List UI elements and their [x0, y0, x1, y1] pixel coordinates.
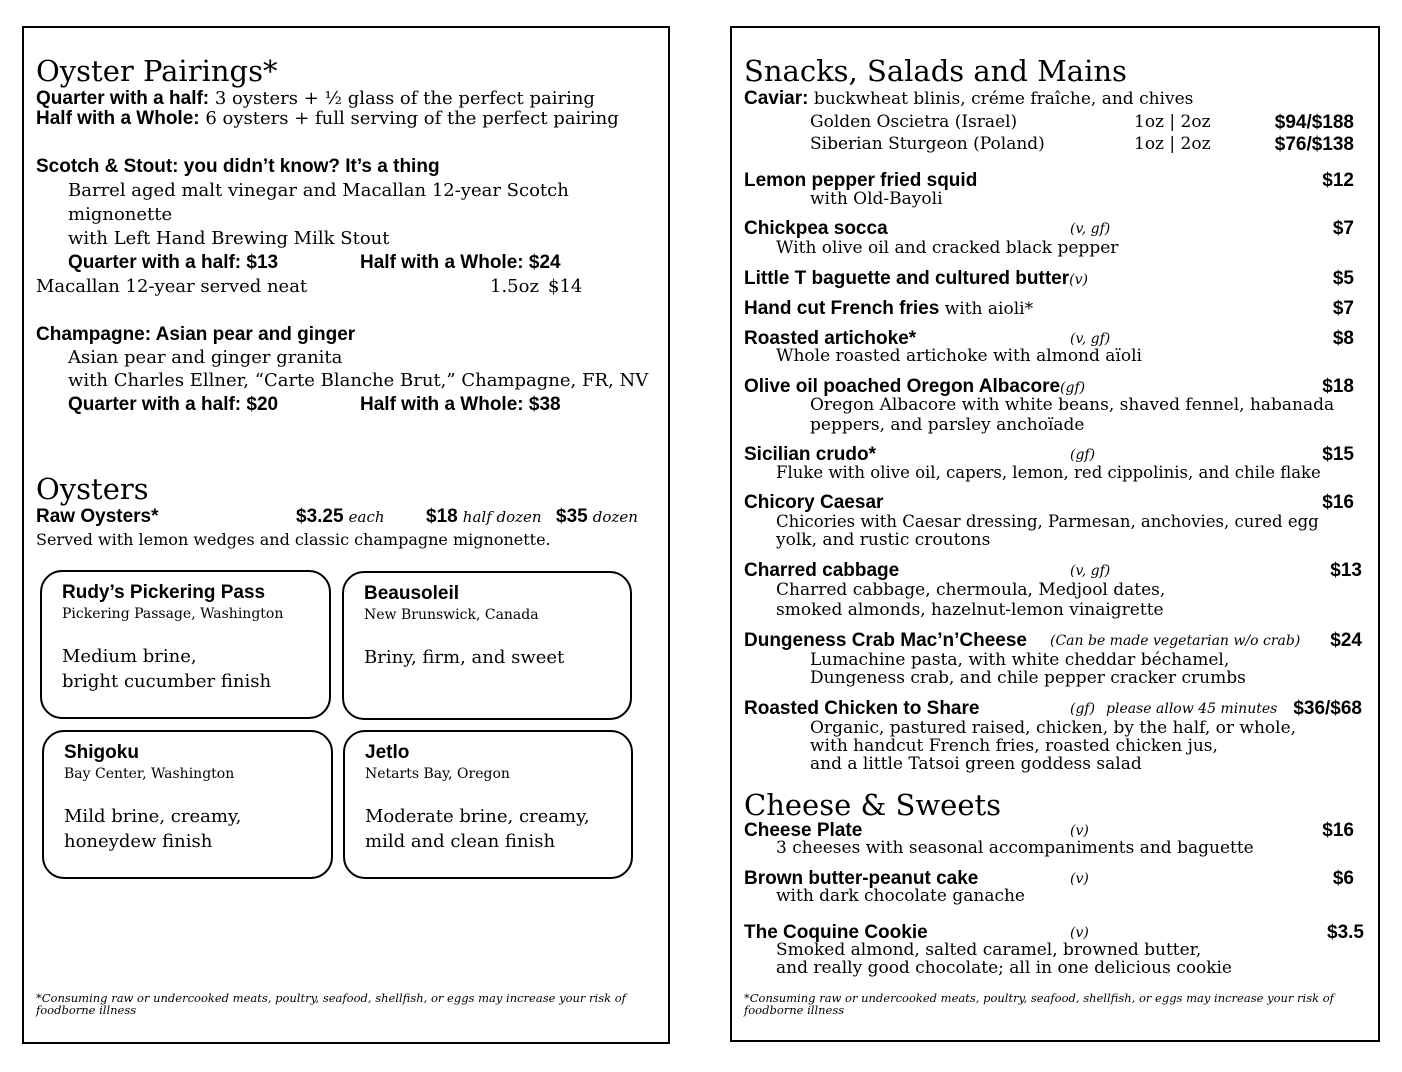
- menu-item-desc: Dungeness crab, and chile pepper cracker crumbs: [810, 668, 1246, 688]
- pairing-quarter-line: [36, 88, 595, 110]
- macallan-neat: Macallan 12-year served neat: [36, 276, 308, 297]
- menu-item-desc: Organic, pastured raised, chicken, by the half, or whole,: [810, 718, 1297, 738]
- menu-item-price: $12: [1322, 170, 1354, 191]
- menu-item-desc: 3 cheeses with seasonal accompaniments and baguette: [776, 838, 1254, 858]
- oyster-card-desc-line: Medium brine,: [62, 646, 197, 667]
- sweets-title: Cheese & Sweets: [744, 788, 1002, 822]
- caviar-label: Caviar:: [744, 88, 809, 109]
- footnote: *Consuming raw or undercooked meats, poultry, seafood, shellfish, or eggs may increase your risk of foodborne illness: [36, 991, 626, 1017]
- oyster-card-desc: [364, 645, 564, 670]
- menu-item-name: Hand cut French fries: [744, 298, 940, 319]
- menu-item-name: Chickpea socca: [744, 218, 888, 239]
- menu-item-tag: (gf): [1070, 701, 1096, 717]
- oyster-price-each: [296, 506, 385, 528]
- menu-item-desc: Charred cabbage, chermoula, Medjool dates,: [776, 580, 1166, 600]
- menu-item-price: $36/$68: [1293, 698, 1362, 719]
- oyster-card-desc-line: bright cucumber finish: [62, 671, 272, 692]
- scotch-title: Scotch & Stout: you didn’t know? It’s a thing: [36, 156, 440, 177]
- champagne-half-price: Half with a Whole: $38: [360, 394, 561, 415]
- menu-item-name-line: [744, 298, 1033, 320]
- menu-item-price: $5: [1332, 268, 1354, 289]
- champagne-desc-1: Asian pear and ginger granita: [68, 347, 343, 368]
- menu-item-tag: (v): [1070, 925, 1089, 941]
- menu-item-price: $16: [1322, 492, 1354, 513]
- pairings-title: Oyster Pairings*: [36, 54, 278, 88]
- oyster-card-desc: [62, 644, 271, 694]
- menu-item-tag: (v): [1070, 871, 1089, 887]
- menu-item-price: $13: [1330, 560, 1362, 581]
- menu-item-price: $7: [1332, 218, 1354, 239]
- menu-item-tag: (gf): [1060, 380, 1086, 396]
- menu-item-suffix: with aioli*: [939, 299, 1034, 319]
- menu-item-name: The Coquine Cookie: [744, 922, 928, 943]
- menu-item-name: Roasted Chicken to Share: [744, 698, 980, 719]
- menu-item-name: Chicory Caesar: [744, 492, 884, 513]
- oyster-card-location: Bay Center, Washington: [64, 766, 235, 782]
- menu-item-price: $8: [1332, 328, 1354, 349]
- oyster-card-desc: [64, 804, 241, 854]
- oyster-card-location: Netarts Bay, Oregon: [365, 766, 510, 782]
- menu-item-name-line: [744, 268, 1088, 290]
- oyster-card-desc-line: Mild brine, creamy,: [64, 806, 242, 827]
- scotch-half-price: Half with a Whole: $24: [360, 252, 561, 273]
- menu-item-name: Dungeness Crab Mac’n’Cheese: [744, 630, 1027, 651]
- menu-item-desc: and really good chocolate; all in one delicious cookie: [776, 958, 1232, 978]
- oyster-card: [42, 730, 333, 879]
- menu-item-tag: (v): [1069, 272, 1088, 288]
- menu-item-name: Cheese Plate: [744, 820, 863, 841]
- footnote: *Consuming raw or undercooked meats, poultry, seafood, shellfish, or eggs may increase your risk of foodborne illness: [744, 991, 1334, 1017]
- oyster-price-dozen: [556, 506, 638, 528]
- menu-item-tag: (v, gf): [1070, 221, 1111, 237]
- menu-item-note: please allow 45 minutes: [1106, 701, 1278, 717]
- menu-item-desc: Fluke with olive oil, capers, lemon, red cippolinis, and chile flake: [776, 463, 1321, 482]
- menu-item-desc: yolk, and rustic croutons: [776, 530, 991, 550]
- price-half-unit: half dozen: [462, 508, 542, 526]
- menu-item-name: Olive oil poached Oregon Albacore: [744, 376, 1061, 397]
- menu-item-tag: (v, gf): [1070, 563, 1111, 579]
- right-menu-page: [730, 26, 1380, 1042]
- oyster-card-location: Pickering Passage, Washington: [62, 606, 284, 622]
- pairing-half-text: 6 oysters + full serving of the perfect pairing: [199, 108, 619, 129]
- raw-oysters-label: Raw Oysters*: [36, 506, 159, 527]
- caviar-text: buckwheat blinis, créme fraîche, and chives: [808, 89, 1194, 109]
- oysters-served-note: Served with lemon wedges and classic champagne mignonette.: [36, 530, 551, 549]
- menu-item-price: $3.5: [1327, 922, 1364, 943]
- pairing-quarter-text: 3 oysters + ½ glass of the perfect pairing: [209, 88, 595, 109]
- menu-item-name: Charred cabbage: [744, 560, 900, 581]
- champagne-desc-2: with Charles Ellner, “Carte Blanche Brut,” Champagne, FR, NV: [68, 370, 649, 391]
- menu-item-desc: Oregon Albacore with white beans, shaved fennel, habanada: [810, 395, 1335, 415]
- menu-item-desc: Smoked almond, salted caramel, browned butter,: [776, 940, 1202, 960]
- menu-item-tag: (Can be made vegetarian w/o crab): [1050, 633, 1301, 649]
- oyster-card-desc-line: honeydew finish: [64, 831, 213, 852]
- menu-item-price: $15: [1322, 444, 1354, 465]
- macallan-size: 1.5oz: [490, 276, 539, 297]
- menu-item-desc: Whole roasted artichoke with almond aïoli: [776, 346, 1142, 366]
- pairing-half-line: [36, 108, 619, 130]
- menu-item-desc: Chicories with Caesar dressing, Parmesan, anchovies, cured egg: [776, 512, 1319, 531]
- menu-item-desc: with handcut French fries, roasted chicken jus,: [810, 736, 1218, 756]
- menu-item-price: $18: [1322, 376, 1354, 397]
- caviar-row-name: Golden Oscietra (Israel): [810, 112, 1018, 132]
- oyster-card-desc-line: Briny, firm, and sweet: [364, 647, 565, 668]
- menu-item-tag: (gf): [1070, 447, 1096, 463]
- price-each-unit: each: [348, 508, 385, 526]
- menu-item-tag: (v): [1070, 823, 1089, 839]
- caviar-line: [744, 88, 1193, 110]
- menu-item-desc: With olive oil and cracked black pepper: [776, 238, 1119, 258]
- pairing-half-label: Half with a Whole:: [36, 108, 200, 129]
- scotch-desc-2: mignonette: [68, 204, 173, 225]
- oyster-card-desc-line: Moderate brine, creamy,: [365, 806, 590, 827]
- oyster-card-desc: [365, 804, 590, 854]
- oyster-card-name: Shigoku: [64, 742, 139, 763]
- oyster-price-half-dozen: [426, 506, 542, 528]
- oyster-card-location: New Brunswick, Canada: [364, 607, 539, 623]
- price-dozen-unit: dozen: [592, 508, 638, 526]
- scotch-quarter-price: Quarter with a half: $13: [68, 252, 279, 273]
- caviar-row-price: $94/$188: [1274, 112, 1354, 133]
- oyster-card-name: Rudy’s Pickering Pass: [62, 582, 266, 603]
- champagne-quarter-price: Quarter with a half: $20: [68, 394, 279, 415]
- price-dozen-value: $35: [556, 506, 588, 527]
- caviar-row-name: Siberian Sturgeon (Poland): [810, 134, 1045, 154]
- macallan-price: $14: [548, 276, 583, 297]
- oyster-card: [40, 570, 331, 719]
- menu-item-name: Lemon pepper fried squid: [744, 170, 978, 191]
- menu-item-price: $24: [1330, 630, 1362, 651]
- oysters-title: Oysters: [36, 472, 149, 506]
- champagne-title: Champagne: Asian pear and ginger: [36, 324, 356, 345]
- oyster-card-name: Beausoleil: [364, 583, 460, 604]
- menu-item-desc: with Old-Bayoli: [810, 189, 943, 209]
- oyster-card: [342, 571, 632, 720]
- menu-item-price: $7: [1332, 298, 1354, 319]
- menu-item-name: Brown butter-peanut cake: [744, 868, 979, 889]
- mains-title: Snacks, Salads and Mains: [744, 54, 1127, 88]
- menu-item-desc: Lumachine pasta, with white cheddar béchamel,: [810, 650, 1230, 670]
- menu-item-desc: smoked almonds, hazelnut-lemon vinaigrette: [776, 600, 1164, 620]
- menu-item-desc: peppers, and parsley anchoïade: [810, 415, 1085, 435]
- menu-item-name: Little T baguette and cultured butter: [744, 268, 1070, 289]
- price-each-value: $3.25: [296, 506, 344, 527]
- caviar-row-size: 1oz | 2oz: [1134, 112, 1211, 132]
- oyster-card: [343, 730, 633, 879]
- menu-item-price: $16: [1322, 820, 1354, 841]
- pairing-quarter-label: Quarter with a half:: [36, 88, 210, 109]
- menu-item-price: $6: [1332, 868, 1354, 889]
- menu-item-tag: (v, gf): [1070, 331, 1111, 347]
- oyster-card-desc-line: mild and clean finish: [365, 831, 556, 852]
- oyster-card-name: Jetlo: [365, 742, 410, 763]
- menu-item-name: Sicilian crudo*: [744, 444, 876, 465]
- menu-item-name: Roasted artichoke*: [744, 328, 917, 349]
- scotch-desc-3: with Left Hand Brewing Milk Stout: [68, 228, 390, 249]
- price-half-value: $18: [426, 506, 458, 527]
- left-menu-page: [22, 26, 670, 1044]
- scotch-desc-1: Barrel aged malt vinegar and Macallan 12-year Scotch: [68, 180, 569, 201]
- caviar-row-price: $76/$138: [1274, 134, 1354, 155]
- menu-item-desc: and a little Tatsoi green goddess salad: [810, 754, 1142, 774]
- caviar-row-size: 1oz | 2oz: [1134, 134, 1211, 154]
- menu-item-desc: with dark chocolate ganache: [776, 886, 1025, 906]
